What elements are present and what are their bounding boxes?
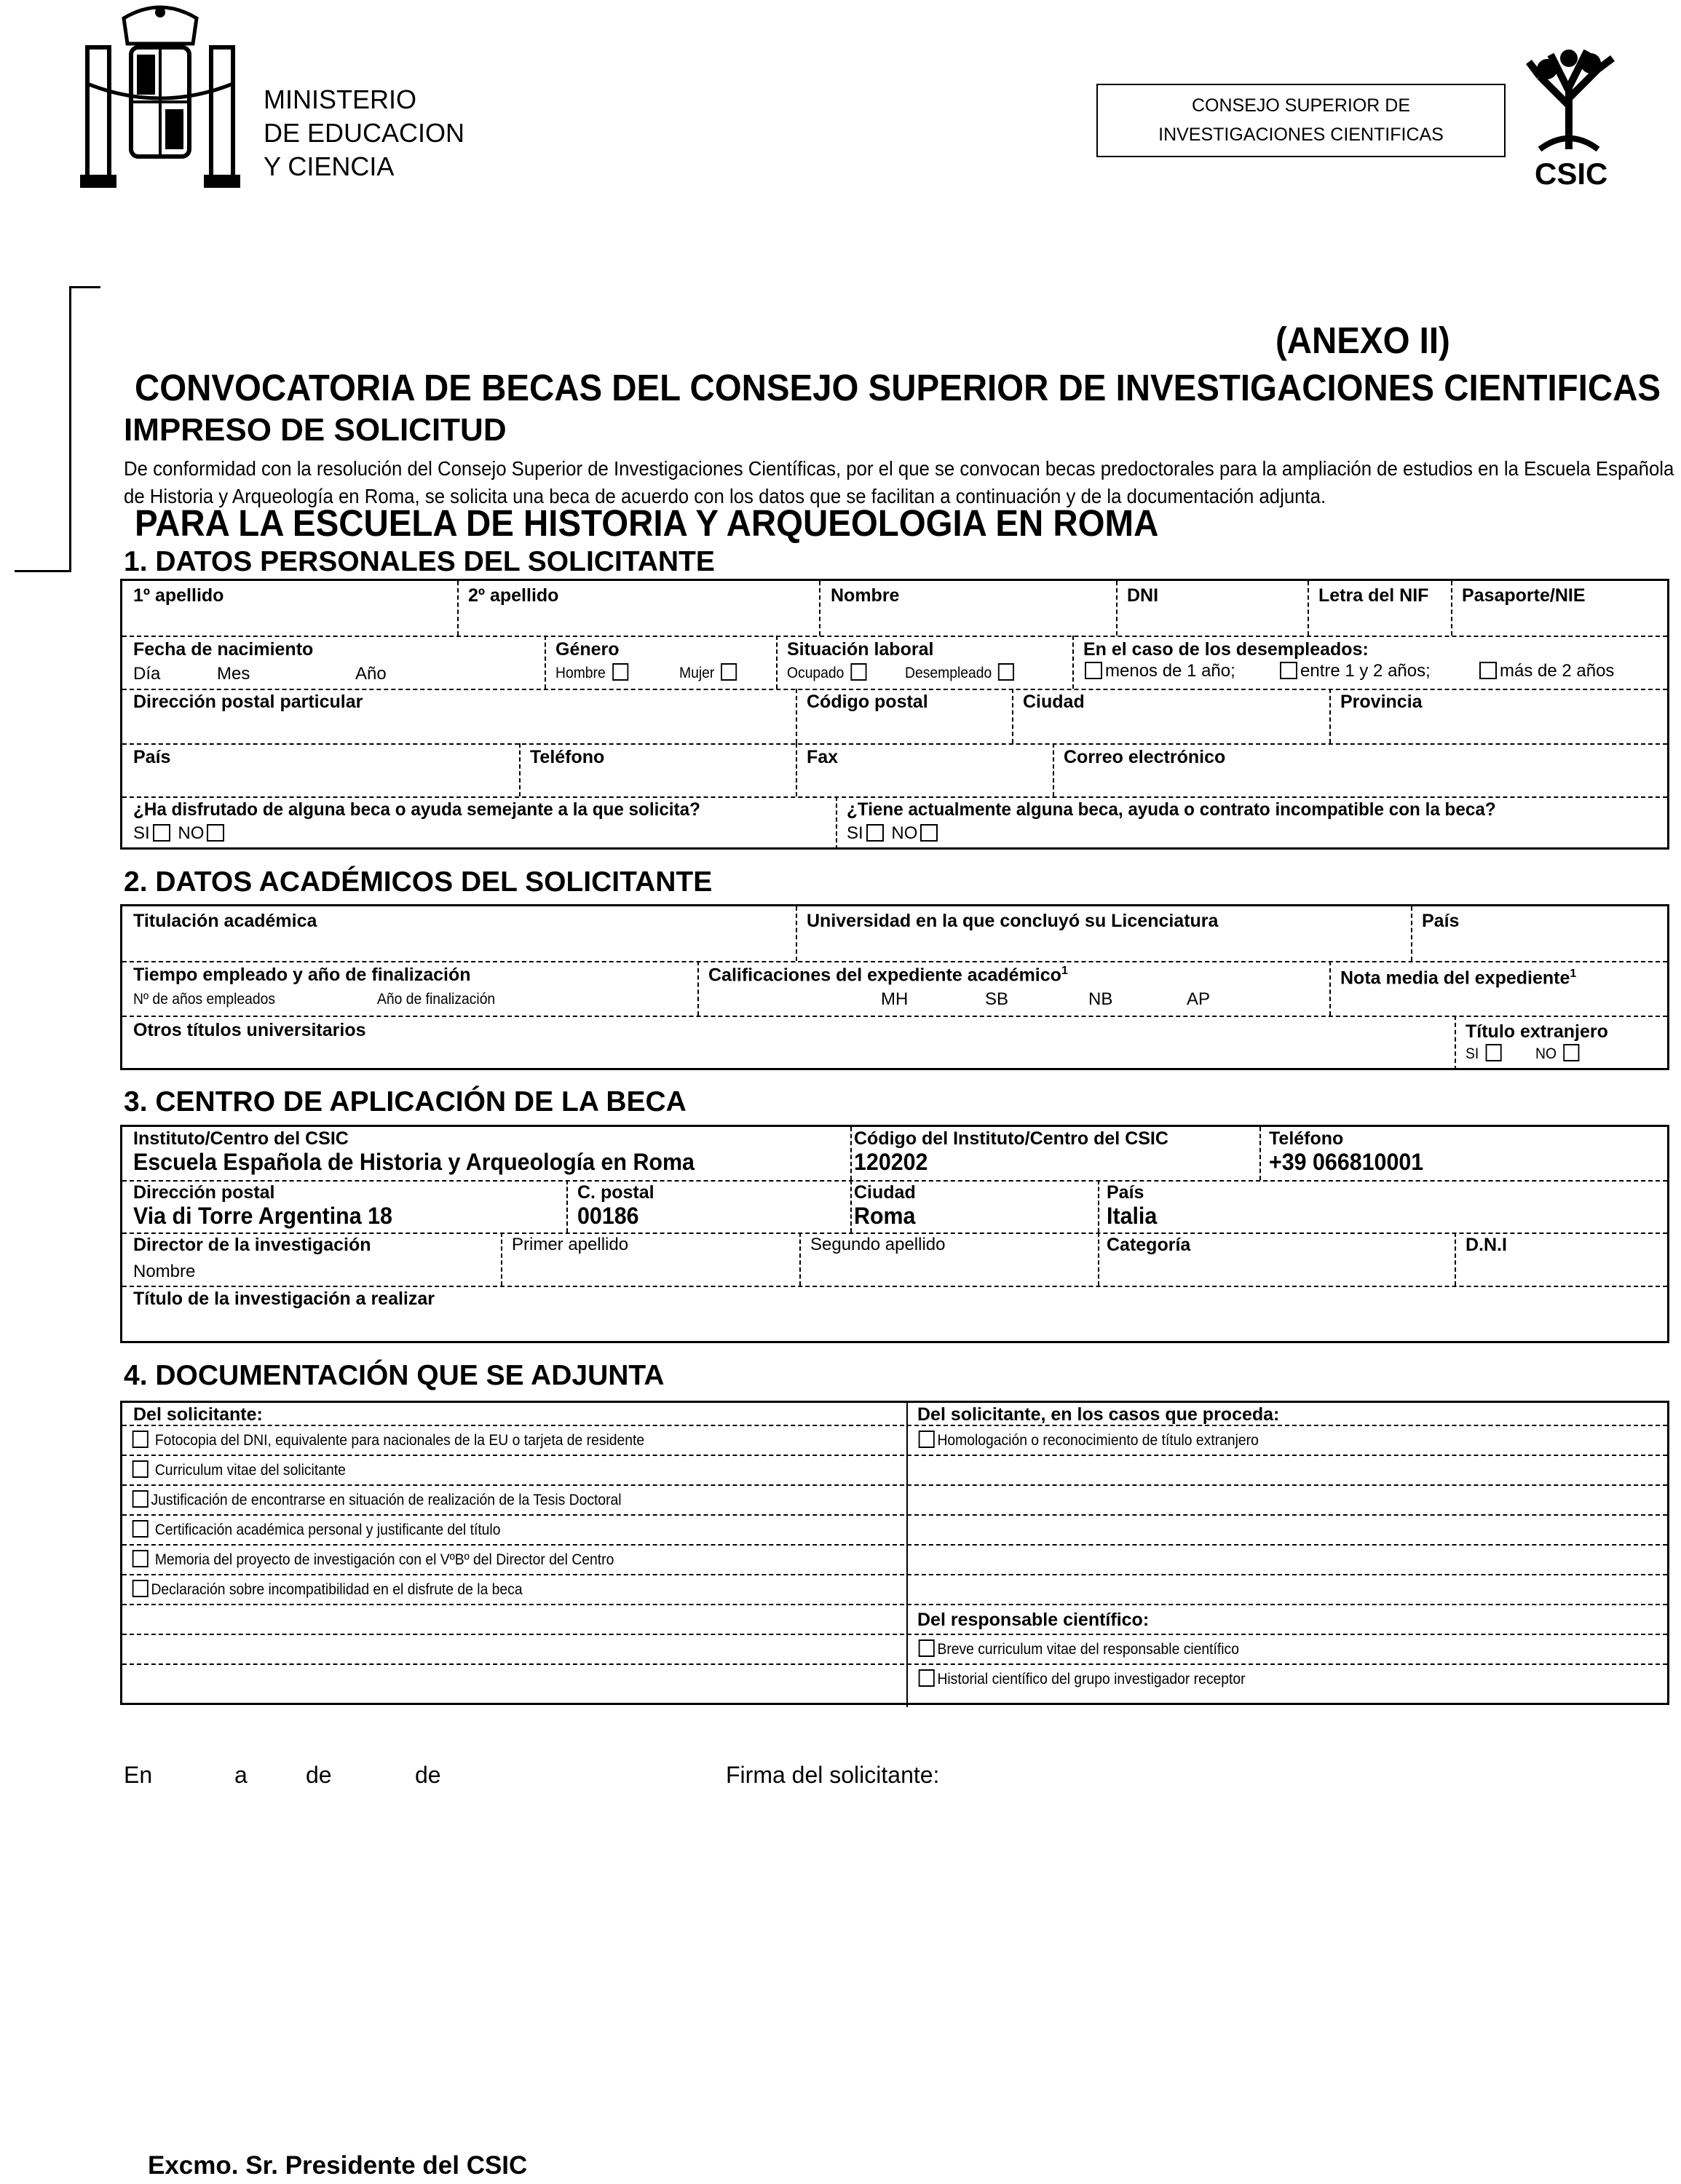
instituto-value: Escuela Española de Historia y Arqueología en Roma <box>133 1149 695 1175</box>
checkbox[interactable] <box>207 824 224 842</box>
checkbox[interactable] <box>1280 662 1297 679</box>
anio-fin-label: Año de finalización <box>377 991 496 1008</box>
checkbox[interactable] <box>132 1520 149 1538</box>
field-pasaporte[interactable]: Pasaporte/NIE <box>1462 585 1586 606</box>
month-label[interactable]: de <box>306 1762 332 1788</box>
grade-mh: MH <box>881 989 909 1009</box>
q2-options[interactable]: SI NO <box>847 823 941 844</box>
checkbox[interactable] <box>1085 662 1102 679</box>
csic-tree-icon <box>1518 40 1620 157</box>
field-titulacion[interactable]: Titulación académica <box>133 911 317 931</box>
doc-item[interactable]: Curriculum vitae del solicitante <box>130 1460 346 1479</box>
field-nombre[interactable]: Nombre <box>831 585 900 606</box>
section2-title: 2. DATOS ACADÉMICOS DEL SOLICITANTE <box>124 866 713 898</box>
situacion-label: Situación laboral <box>787 639 934 660</box>
doc-item[interactable]: Justificación de encontrarse en situación de realización de la Tesis Doctoral <box>130 1490 622 1509</box>
year-label[interactable]: de <box>415 1762 441 1788</box>
checkbox[interactable] <box>612 663 628 681</box>
checkbox[interactable] <box>866 824 884 842</box>
telefono-centro-value: +39 066810001 <box>1269 1149 1424 1175</box>
checkbox[interactable] <box>919 1431 935 1448</box>
instituto-label: Instituto/Centro del CSIC <box>133 1128 349 1149</box>
checkbox[interactable] <box>1563 1044 1579 1061</box>
grade-nb: NB <box>1088 989 1113 1009</box>
doc-item[interactable]: Declaración sobre incompatibilidad en el disfrute de la beca <box>130 1580 523 1599</box>
form-heading: IMPRESO DE SOLICITUD <box>124 412 507 448</box>
field-ciudad[interactable]: Ciudad <box>1023 692 1085 712</box>
section1-box <box>120 579 1669 850</box>
telefono-centro-label: Teléfono <box>1269 1128 1344 1149</box>
field-titulo-investigacion[interactable]: Título de la investigación a realizar <box>133 1289 435 1309</box>
field-letra-nif[interactable]: Letra del NIF <box>1318 585 1429 606</box>
addressee: Excmo. Sr. Presidente del CSIC <box>148 2151 528 2180</box>
mas2-option[interactable]: más de 2 años <box>1476 661 1614 681</box>
doc-item[interactable]: Certificación académica personal y justificante del título <box>130 1520 500 1539</box>
desempleado-option[interactable]: Desempleado <box>905 663 1017 682</box>
checkbox[interactable] <box>919 1669 935 1687</box>
section4-title: 4. DOCUMENTACIÓN QUE SE ADJUNTA <box>124 1360 665 1391</box>
question-beca-incompatible: ¿Tiene actualmente alguna beca, ayuda o contrato incompatible con la beca? <box>847 799 1496 820</box>
section1-title: 1. DATOS PERSONALES DEL SOLICITANTE <box>124 546 715 577</box>
field-nota-media[interactable]: Nota media del expediente$^1$ <box>1340 968 1577 989</box>
field-pais[interactable]: País <box>133 747 171 767</box>
section4-box <box>120 1401 1669 1705</box>
field-fax[interactable]: Fax <box>807 747 839 767</box>
page-title: CONVOCATORIA DE BECAS DEL CONSEJO SUPERIOR DE INVESTIGACIONES CIENTIFICAS PARA LA ESCUELA DE HISTORIA Y ARQUEOLOGIA EN ROMA <box>135 367 1661 544</box>
checkbox[interactable] <box>132 1490 149 1508</box>
checkbox[interactable] <box>153 824 170 842</box>
field-universidad[interactable]: Universidad en la que concluyó su Licenciatura <box>807 911 1219 931</box>
field-provincia[interactable]: Provincia <box>1340 692 1423 712</box>
director-nombre[interactable]: Nombre <box>133 1262 196 1281</box>
form-intro: De conformidad con la resolución del Consejo Superior de Investigaciones Científicas, por el que se convocan becas predoctorales para la ampliación de estudios en la Escuela Española de Historia y Arqueología en Roma, se solicita una beca de acuerdo con los datos que se facilitan a continuación y de la documentación adjunta. <box>124 457 1674 507</box>
field-apellido1[interactable]: 1º apellido <box>133 585 224 606</box>
doc-item[interactable]: Fotocopia del DNI, equivalente para nacionales de la EU o tarjeta de residente <box>130 1431 644 1449</box>
n-anios-label: Nº de años empleados <box>133 991 276 1008</box>
day-label[interactable]: a <box>234 1762 248 1788</box>
grade-sb: SB <box>985 989 1009 1009</box>
director-categoria[interactable]: Categoría <box>1107 1235 1191 1255</box>
section3-title: 3. CENTRO DE APLICACIÓN DE LA BECA <box>124 1086 687 1117</box>
doc-item[interactable]: Memoria del proyecto de investigación con el VºBº del Director del Centro <box>130 1550 614 1569</box>
checkbox[interactable] <box>998 663 1014 681</box>
section2-box <box>120 904 1669 1070</box>
q1-options[interactable]: SI NO <box>133 823 227 844</box>
annex-label: (ANEXO II) <box>1275 320 1450 361</box>
extranjero-options[interactable]: SI NO <box>1466 1044 1582 1063</box>
field-fecha-nacimiento[interactable]: Fecha de nacimiento <box>133 639 314 660</box>
ministry-name: MINISTERIO DE EDUCACION Y CIENCIA <box>264 84 465 181</box>
signature-label[interactable]: Firma del solicitante: <box>726 1762 940 1788</box>
doc-item[interactable]: Breve curriculum vitae del responsable científico <box>916 1639 1239 1658</box>
field-direccion[interactable]: Dirección postal particular <box>133 692 363 712</box>
director-dni[interactable]: D.N.I <box>1466 1235 1507 1255</box>
section3-box <box>120 1125 1669 1343</box>
checkbox[interactable] <box>721 663 737 681</box>
field-pais-universidad[interactable]: País <box>1422 911 1460 931</box>
mes-label: Mes <box>217 664 250 684</box>
field-otros-titulos[interactable]: Otros títulos universitarios <box>133 1020 366 1040</box>
genero-label: Género <box>555 639 620 660</box>
pais-centro-label: País <box>1107 1182 1144 1203</box>
menos1-option[interactable]: menos de 1 año; <box>1082 661 1235 681</box>
checkbox[interactable] <box>132 1580 149 1597</box>
codigo-value: 120202 <box>854 1149 928 1175</box>
grade-ap: AP <box>1187 989 1211 1009</box>
dia-label: Día <box>133 664 161 684</box>
doc-responsable-head: Del responsable científico: <box>917 1610 1150 1630</box>
doc-solicitante-head: Del solicitante: <box>133 1404 263 1425</box>
checkbox[interactable] <box>132 1550 149 1567</box>
checkbox[interactable] <box>132 1460 149 1478</box>
title-bracket <box>69 286 100 572</box>
doc-item[interactable]: Homologación o reconocimiento de título extranjero <box>916 1431 1259 1449</box>
anio-label: Año <box>355 664 387 684</box>
field-correo[interactable]: Correo electrónico <box>1064 747 1226 767</box>
cp-centro-label: C. postal <box>577 1182 654 1203</box>
hombre-option[interactable]: Hombre <box>555 663 631 682</box>
doc-item[interactable]: Historial científico del grupo investigador receptor <box>916 1669 1246 1688</box>
direccion-centro-label: Dirección postal <box>133 1182 275 1203</box>
checkbox[interactable] <box>1485 1044 1501 1061</box>
titulo-extranjero-label: Título extranjero <box>1466 1021 1608 1042</box>
entre12-option[interactable]: entre 1 y 2 años; <box>1277 661 1431 681</box>
checkbox[interactable] <box>1479 662 1497 679</box>
desempleados-label: En el caso de los desempleados: <box>1083 639 1369 660</box>
checkbox[interactable] <box>919 1639 935 1657</box>
checkbox[interactable] <box>920 824 938 842</box>
question-beca-previa: ¿Ha disfrutado de alguna beca o ayuda semejante a la que solicita? <box>133 799 700 820</box>
field-apellido2[interactable]: 2º apellido <box>468 585 559 606</box>
csic-logo-text: CSIC <box>1535 157 1608 191</box>
field-tiempo[interactable]: Tiempo empleado y año de finalización <box>133 965 471 985</box>
director-label: Director de la investigación <box>133 1235 371 1255</box>
mujer-option[interactable]: Mujer <box>679 663 740 682</box>
director-primer-apellido[interactable]: Primer apellido <box>512 1235 629 1254</box>
checkbox[interactable] <box>132 1431 149 1448</box>
ciudad-centro-value: Roma <box>854 1203 916 1229</box>
director-segundo-apellido[interactable]: Segundo apellido <box>810 1235 946 1254</box>
cp-centro-value: 00186 <box>577 1203 639 1229</box>
field-dni[interactable]: DNI <box>1127 585 1159 606</box>
codigo-label: Código del Instituto/Centro del CSIC <box>854 1128 1168 1149</box>
direccion-centro-value: Via di Torre Argentina 18 <box>133 1203 392 1229</box>
checkbox[interactable] <box>850 663 866 681</box>
title-bracket-bottom <box>15 570 71 572</box>
field-telefono[interactable]: Teléfono <box>530 747 605 767</box>
ciudad-centro-label: Ciudad <box>854 1182 916 1203</box>
pais-centro-value: Italia <box>1107 1203 1158 1229</box>
council-name-box: CONSEJO SUPERIOR DE INVESTIGACIONES CIENTIFICAS <box>1096 84 1506 157</box>
doc-casos-head: Del solicitante, en los casos que proceda: <box>917 1404 1280 1425</box>
field-codigo-postal[interactable]: Código postal <box>807 692 928 712</box>
place-label[interactable]: En <box>124 1762 153 1788</box>
spain-coat-of-arms-icon <box>73 4 248 193</box>
ocupado-option[interactable]: Ocupado <box>787 663 869 682</box>
field-calificaciones[interactable]: Calificaciones del expediente académico$^1$ <box>708 965 1068 986</box>
